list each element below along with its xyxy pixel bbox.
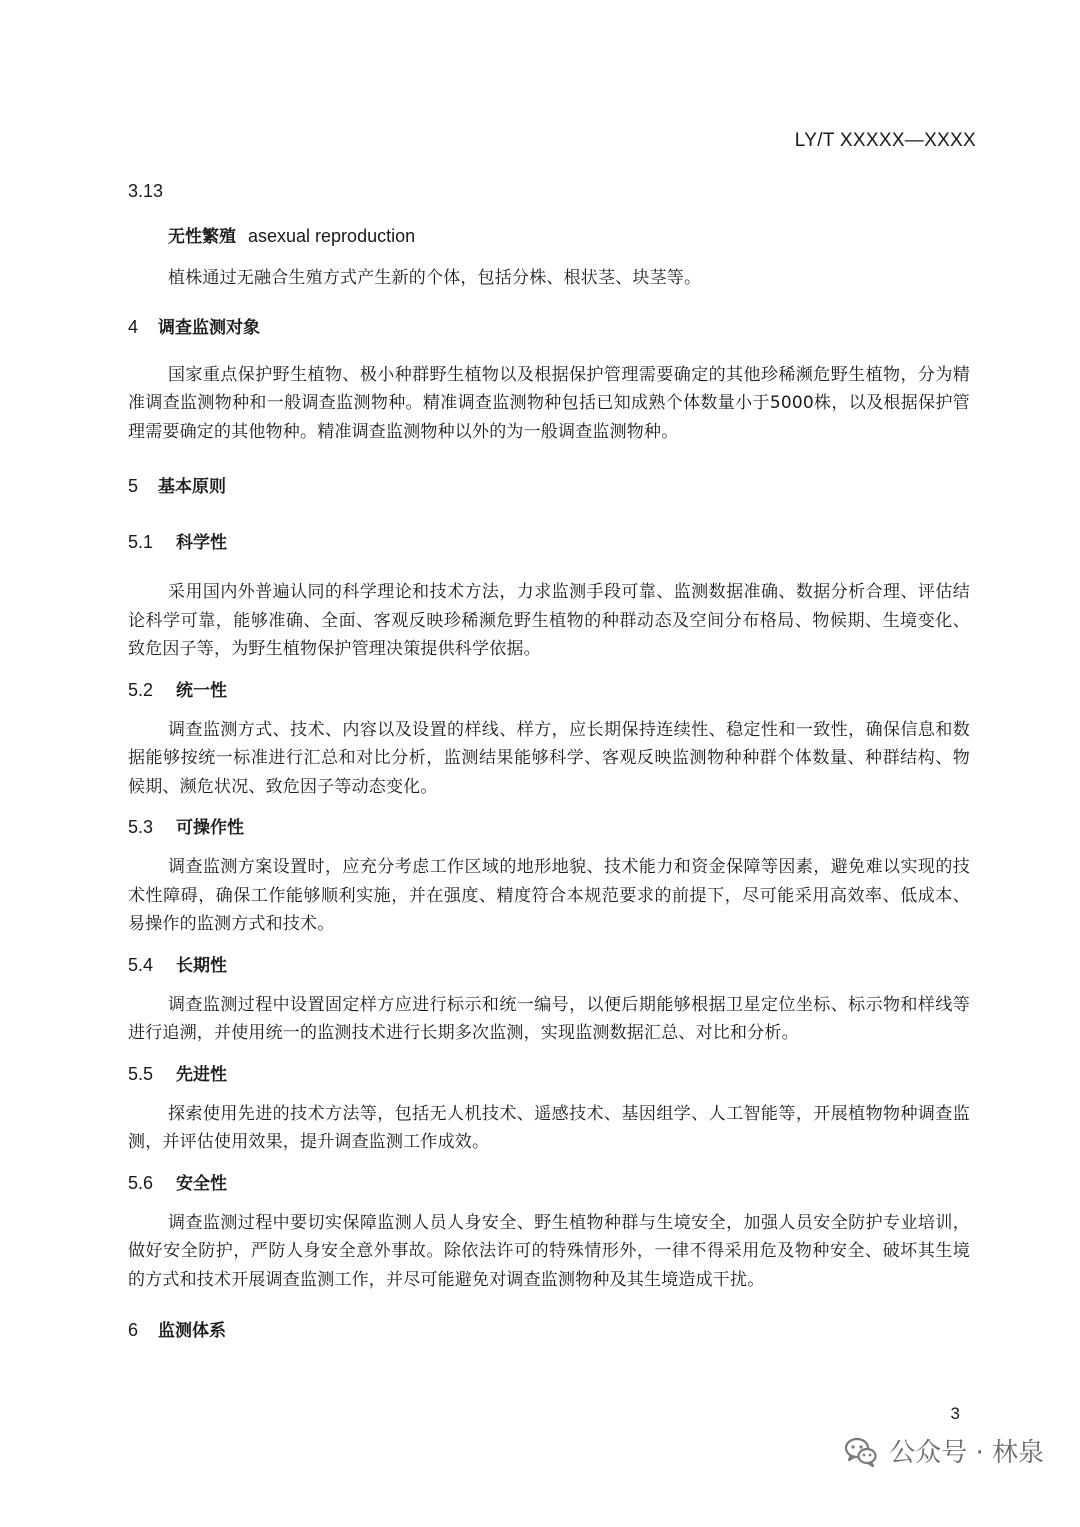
section-5-6-number: 5.6	[128, 1172, 154, 1193]
section-5-3-heading	[128, 813, 970, 841]
section-5-3-number: 5.3	[128, 817, 154, 837]
section-5-4-number: 5.4	[128, 954, 154, 975]
section-5-1-title: 科学性	[176, 533, 227, 553]
term-number: 3.13	[128, 181, 164, 201]
section-4-heading	[128, 313, 970, 341]
section-6-heading	[128, 1316, 970, 1344]
section-5-6-title: 安全性	[176, 1173, 227, 1194]
section-5-2-title: 统一性	[176, 680, 227, 701]
section-5-2-heading	[128, 676, 970, 704]
document-body	[128, 178, 970, 1344]
watermark	[843, 1432, 1044, 1469]
section-5-5-body: 探索使用先进的技术方法等，包括无人机技术、遥感技术、基因组学、人工智能等，开展植物物种调查监测，并评估使用效果，提升调查监测工作成效。	[128, 1103, 970, 1152]
section-5-5-heading	[128, 1060, 970, 1088]
section-4-body: 国家重点保护野生植物、极小种群野生植物以及根据保护管理需要确定的其他珍稀濒危野生植物，分为精准调查监测物种和一般调查监测物种。精准调查监测物种包括已知成熟个体数量小于5000株，以及根据保护管理需要确定的其他物种。精准调查监测物种以外的为一般调查监测物种。	[128, 364, 970, 442]
section-5-4-title: 长期性	[176, 955, 227, 976]
section-4-number: 4	[128, 316, 139, 337]
section-6-title: 监测体系	[158, 1321, 226, 1341]
page-number: 3	[950, 1404, 960, 1423]
section-5-4-body: 调查监测过程中设置固定样方应进行标示和统一编号，以便后期能够根据卫星定位坐标、标示物和样线等进行追溯，并使用统一的监测技术进行长期多次监测，实现监测数据汇总、对比和分析。	[128, 994, 970, 1043]
section-5-title: 基本原则	[158, 477, 226, 497]
section-5-1-heading	[128, 528, 970, 556]
section-5-1-number: 5.1	[128, 532, 154, 552]
section-5-5-title: 先进性	[176, 1064, 227, 1085]
section-5-4-heading	[128, 951, 970, 979]
section-5-3-title: 可操作性	[176, 818, 244, 838]
term-name	[168, 222, 970, 250]
term-name-zh: 无性繁殖	[168, 227, 236, 247]
wechat-icon	[843, 1433, 879, 1469]
term-name-en: asexual reproduction	[248, 226, 416, 246]
section-5-3-body: 调查监测方案设置时，应充分考虑工作区域的地形地貌、技术能力和资金保障等因素，避免难以实现的技术性障碍，确保工作能够顺利实施，并在强度、精度符合本规范要求的前提下，尽可能采用高效率、低成本、易操作的监测方式和技术。	[128, 857, 970, 934]
section-5-1-body: 采用国内外普遍认同的科学理论和技术方法，力求监测手段可靠、监测数据准确、数据分析合理、评估结论科学可靠，能够准确、全面、客观反映珍稀濒危野生植物的种群动态及空间分布格局、物候期、生境变化、致危因子等，为野生植物保护管理决策提供科学依据。	[128, 582, 970, 659]
document-code: LY/T XXXXX—XXXX	[794, 130, 976, 151]
section-5-6-body: 调查监测过程中要切实保障监测人员人身安全、野生植物种群与生境安全，加强人员安全防护专业培训，做好安全防护，严防人身安全意外事故。除依法许可的特殊情形外，一律不得采用危及物种安全、破坏其生境的方式和技术开展调查监测工作，并尽可能避免对调查监测物种及其生境造成干扰。	[128, 1212, 970, 1290]
section-4-title: 调查监测对象	[158, 317, 260, 338]
section-5-5-number: 5.5	[128, 1063, 154, 1084]
section-5-2-number: 5.2	[128, 679, 154, 700]
section-5-number: 5	[128, 476, 139, 496]
section-5-6-heading	[128, 1169, 970, 1197]
section-5-2-body: 调查监测方式、技术、内容以及设置的样线、样方，应长期保持连续性、稳定性和一致性，确保信息和数据能够按统一标准进行汇总和对比分析，监测结果能够科学、客观反映监测物种种群个体数量、种群结构、物候期、濒危状况、致危因子等动态变化。	[128, 719, 970, 797]
section-5-heading	[128, 472, 970, 500]
section-6-number: 6	[128, 1320, 139, 1340]
watermark-text: 公众号 · 林泉	[889, 1438, 1044, 1468]
term-definition: 植株通过无融合生殖方式产生新的个体，包括分株、根状茎、块茎等。	[168, 268, 702, 288]
